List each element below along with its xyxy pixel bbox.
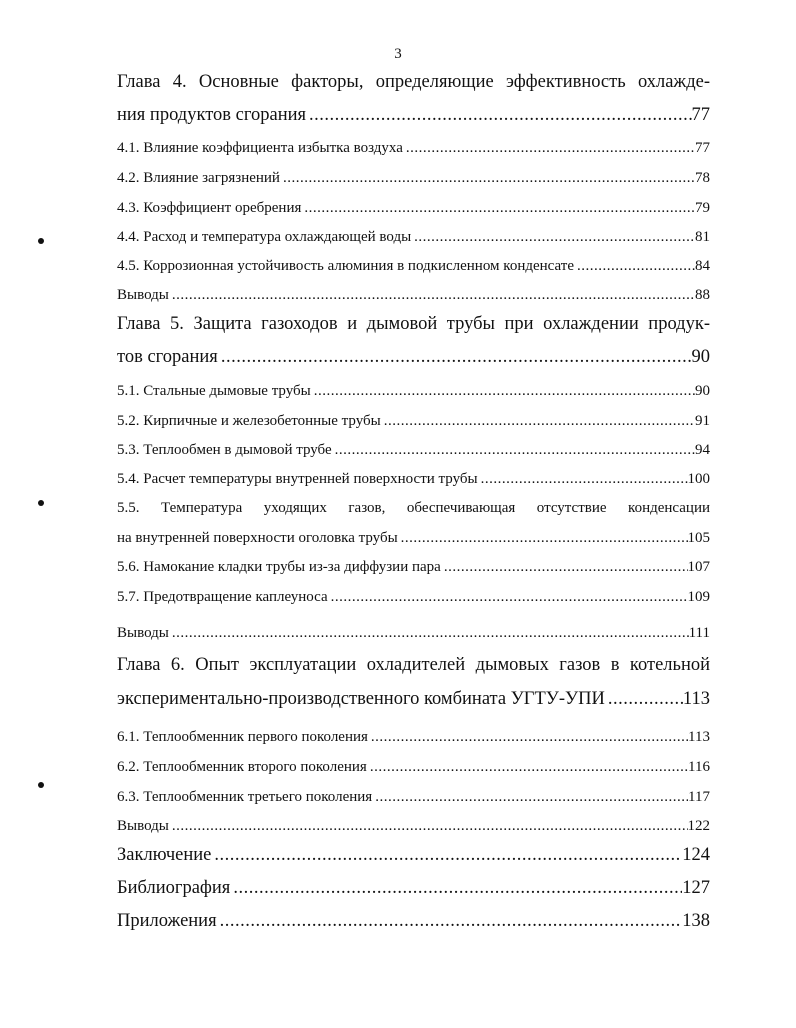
toc-title: 4.2. Влияние загрязнений — [117, 170, 280, 186]
toc-leader — [169, 287, 695, 304]
margin-dot — [38, 500, 44, 506]
margin-dot — [38, 238, 44, 244]
toc-page: 84 — [695, 258, 710, 274]
toc-leader — [218, 347, 692, 368]
toc-page: 117 — [688, 789, 710, 805]
toc-page: 113 — [688, 729, 710, 745]
toc-section-4-2 — [117, 170, 710, 187]
toc-leader — [398, 530, 688, 547]
toc-title: 4.5. Коррозионная устойчивость алюминия в подкисленном конденсате — [117, 258, 574, 274]
toc-title: Заключение — [117, 845, 212, 865]
toc-leader — [169, 818, 688, 835]
toc-section-5-2 — [117, 413, 710, 430]
toc-page: 90 — [691, 347, 710, 367]
toc-section-4-1 — [117, 140, 710, 157]
toc-page: 138 — [682, 911, 710, 931]
toc-title: Приложения — [117, 911, 217, 931]
toc-page: 77 — [695, 140, 710, 156]
toc-conclusions-4 — [117, 287, 710, 304]
toc-page: 107 — [687, 559, 710, 575]
toc-page: 94 — [695, 442, 710, 458]
toc-page: 81 — [695, 229, 710, 245]
toc-chapter-6 — [117, 655, 710, 710]
toc-row — [117, 105, 710, 126]
toc-title: на внутренней поверхности оголовка трубы — [117, 530, 398, 546]
toc-section-4-4 — [117, 229, 710, 246]
toc-section-5-4 — [117, 471, 710, 488]
toc-conclusions-6 — [117, 818, 710, 835]
toc-title: тов сгорания — [117, 347, 218, 367]
toc-title: Библиография — [117, 878, 231, 898]
toc-title: ния продуктов сгорания — [117, 105, 307, 125]
toc-leader — [411, 229, 695, 246]
toc-page: 78 — [695, 170, 710, 186]
toc-title: Выводы — [117, 818, 169, 834]
toc-chapter-4 — [117, 72, 710, 126]
toc-page: 79 — [695, 200, 710, 216]
toc-leader — [478, 471, 688, 488]
toc-bibliography — [117, 878, 710, 899]
toc-page: 109 — [687, 589, 710, 605]
toc-leader — [368, 729, 688, 746]
toc-title: 5.2. Кирпичные и железобетонные трубы — [117, 413, 381, 429]
toc-title: 5.7. Предотвращение каплеуноса — [117, 589, 328, 605]
toc-leader — [367, 759, 688, 776]
toc-leader — [217, 911, 683, 932]
toc-section-4-3 — [117, 200, 710, 217]
toc-leader — [306, 105, 691, 126]
toc-title: Выводы — [117, 287, 169, 303]
toc-title: 6.1. Теплообменник первого поколения — [117, 729, 368, 745]
toc-page: 77 — [691, 105, 710, 125]
toc-leader — [403, 140, 695, 157]
toc-section-5-6 — [117, 559, 710, 576]
toc-leader — [381, 413, 695, 430]
toc-title: 5.4. Расчет температуры внутренней поверхности трубы — [117, 471, 478, 487]
toc-leader — [311, 383, 695, 400]
toc-title: 4.4. Расход и температура охлаждающей воды — [117, 229, 412, 245]
toc-row — [117, 530, 710, 547]
toc-page: 111 — [688, 625, 710, 641]
toc-conclusion — [117, 845, 710, 866]
toc-leader — [332, 442, 695, 459]
margin-dot — [38, 782, 44, 788]
toc-leader — [328, 589, 688, 606]
toc-page: 100 — [687, 471, 710, 487]
toc-title: Выводы — [117, 625, 169, 641]
toc-leader — [372, 789, 688, 806]
toc-heading-line: Глава 6. Опыт эксплуатации охладителей дымовых газов в котельной — [117, 655, 710, 675]
toc-page: 105 — [687, 530, 710, 546]
toc-page: 90 — [695, 383, 710, 399]
toc-section-5-3 — [117, 442, 710, 459]
toc-title: 5.6. Намокание кладки трубы из-за диффузии пара — [117, 559, 441, 575]
toc-title: 4.3. Коэффициент оребрения — [117, 200, 302, 216]
toc-page: 124 — [682, 845, 710, 865]
toc-section-5-1 — [117, 383, 710, 400]
toc-page: 91 — [695, 413, 710, 429]
toc-title: 4.1. Влияние коэффициента избытка воздуха — [117, 140, 403, 156]
toc-section-4-5 — [117, 258, 710, 275]
toc-leader — [211, 845, 682, 866]
toc-leader — [301, 200, 695, 217]
toc-section-6-2 — [117, 759, 710, 776]
toc-page: 116 — [688, 759, 710, 775]
toc-title: 6.3. Теплообменник третьего поколения — [117, 789, 373, 805]
toc-title: 5.3. Теплообмен в дымовой трубе — [117, 442, 332, 458]
page-number: 3 — [394, 46, 402, 62]
toc-conclusions-5 — [117, 625, 710, 642]
toc-title: 5.1. Стальные дымовые трубы — [117, 383, 311, 399]
toc-page: 127 — [682, 878, 710, 898]
toc-heading-line: 5.5. Температура уходящих газов, обеспечивающая отсутствие конденсации — [117, 500, 710, 516]
toc-heading-line: Глава 4. Основные факторы, определяющие эффективность охлажде- — [117, 72, 710, 92]
toc-leader — [230, 878, 682, 899]
toc-section-5-5 — [117, 500, 710, 547]
toc-title: 6.2. Теплообменник второго поколения — [117, 759, 367, 775]
toc-page: 88 — [695, 287, 710, 303]
toc-leader — [574, 258, 695, 275]
toc-row — [117, 347, 710, 368]
toc-leader — [605, 689, 683, 710]
toc-leader — [169, 625, 689, 642]
toc-page: 122 — [687, 818, 710, 834]
toc-page: 113 — [682, 689, 710, 709]
toc-heading-line: Глава 5. Защита газоходов и дымовой трубы при охлаждении продук- — [117, 314, 710, 334]
toc-row — [117, 689, 710, 710]
toc-section-6-1 — [117, 729, 710, 746]
toc-title: экспериментально-производственного комбината УГТУ-УПИ — [117, 689, 605, 709]
toc-section-6-3 — [117, 789, 710, 806]
toc-appendices — [117, 911, 710, 932]
toc-section-5-7 — [117, 589, 710, 606]
toc-leader — [280, 170, 695, 187]
toc-chapter-5 — [117, 314, 710, 368]
toc-leader — [441, 559, 688, 576]
